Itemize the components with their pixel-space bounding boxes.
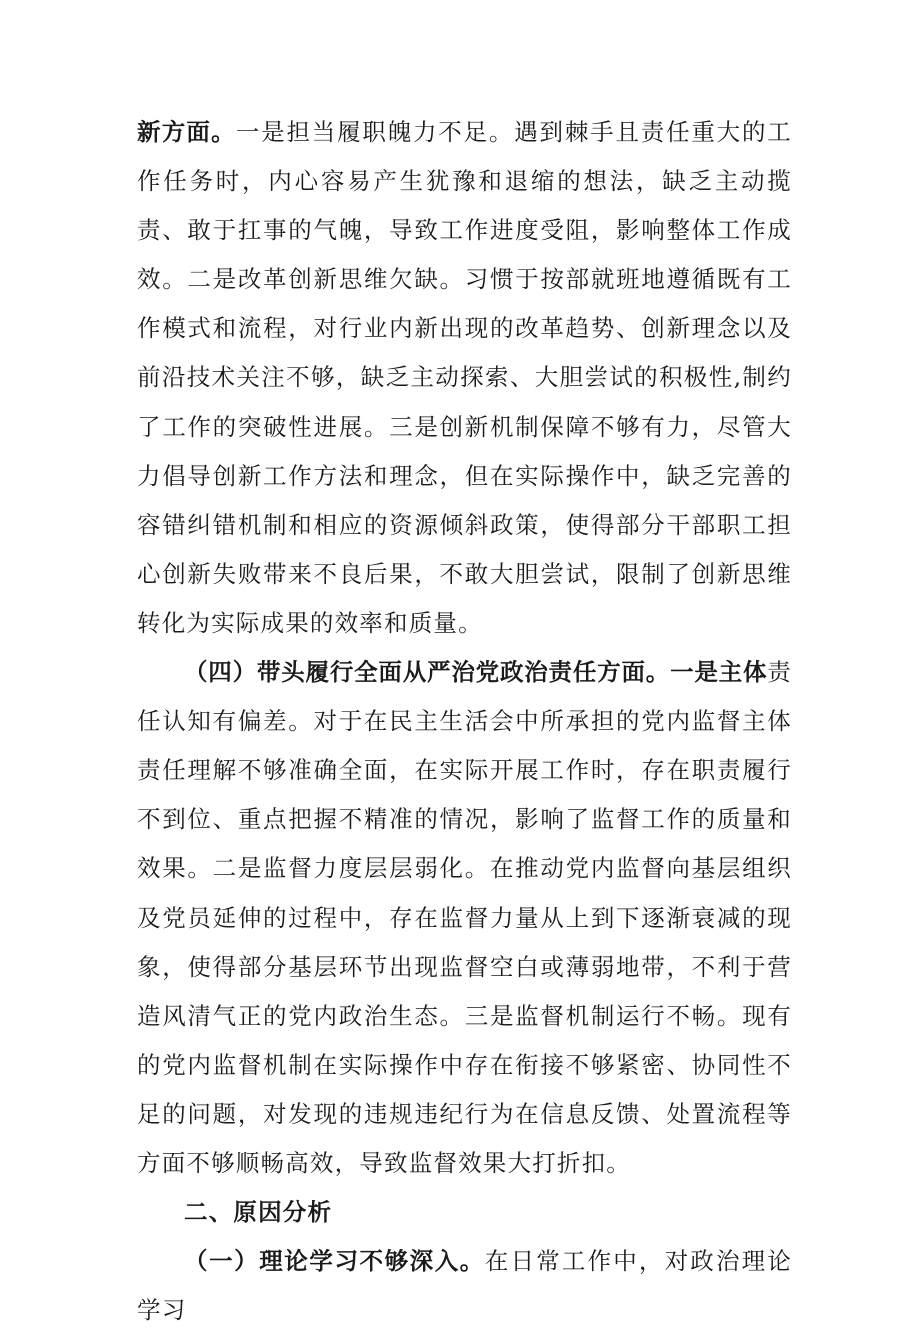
paragraph-lead-bold: （四）带头履行全面从严治党政治责任方面。一是主体 <box>184 658 768 687</box>
document-body <box>137 108 792 1335</box>
paragraph-theory-study <box>137 1237 792 1335</box>
paragraph-text: 责任认知有偏差。对于在民主生活会中所承担的党内监督主体责任理解不够准确全面，在实际开展工作时，存在职责履行不到位、重点把握不精准的情况，影响了监督工作的质量和效果。二是监督力度层层弱化。在推动党内监督向基层组织及党员延伸的过程中，存在监督力量从上到下逐渐衰减的现象，使得部分基层环节出现监督空白或薄弱地带，不利于营造风清气正的党内政治生态。三是监督机制运行不畅。现有的党内监督机制在实际操作中存在衔接不够紧密、协同性不足的问题，对发现的违规违纪行为在信息反馈、处置流程等方面不够顺畅高效，导致监督效果大打折扣。 <box>137 658 792 1177</box>
paragraph-party-governance <box>137 648 792 1188</box>
section-heading: 二、原因分析 <box>184 1198 333 1227</box>
paragraph-text: 一是担当履职魄力不足。遇到棘手且责任重大的工作任务时，内心容易产生犹豫和退缩的想法，缺乏主动揽责、敢于扛事的气魄，导致工作进度受阻，影响整体工作成效。二是改革创新思维欠缺。习惯于按部就班地遵循既有工作模式和流程，对行业内新出现的改革趋势、创新理念以及前沿技术关注不够，缺乏主动探索、大胆尝试的积极性,制约了工作的突破性进展。三是创新机制保障不够有力，尽管大力倡导创新工作方法和理念，但在实际操作中，缺乏完善的容错纠错机制和相应的资源倾斜政策，使得部分干部职工担心创新失败带来不良后果，不敢大胆尝试，限制了创新思维转化为实际成果的效率和质量。 <box>137 118 793 637</box>
paragraph-lead-bold: （一）理论学习不够深入。 <box>184 1247 485 1276</box>
paragraph-innovation-issues <box>137 108 792 648</box>
paragraph-lead-bold: 新方面。 <box>137 118 236 146</box>
paragraph-text: 在日常工作中，对政治理论学习 <box>137 1247 792 1325</box>
